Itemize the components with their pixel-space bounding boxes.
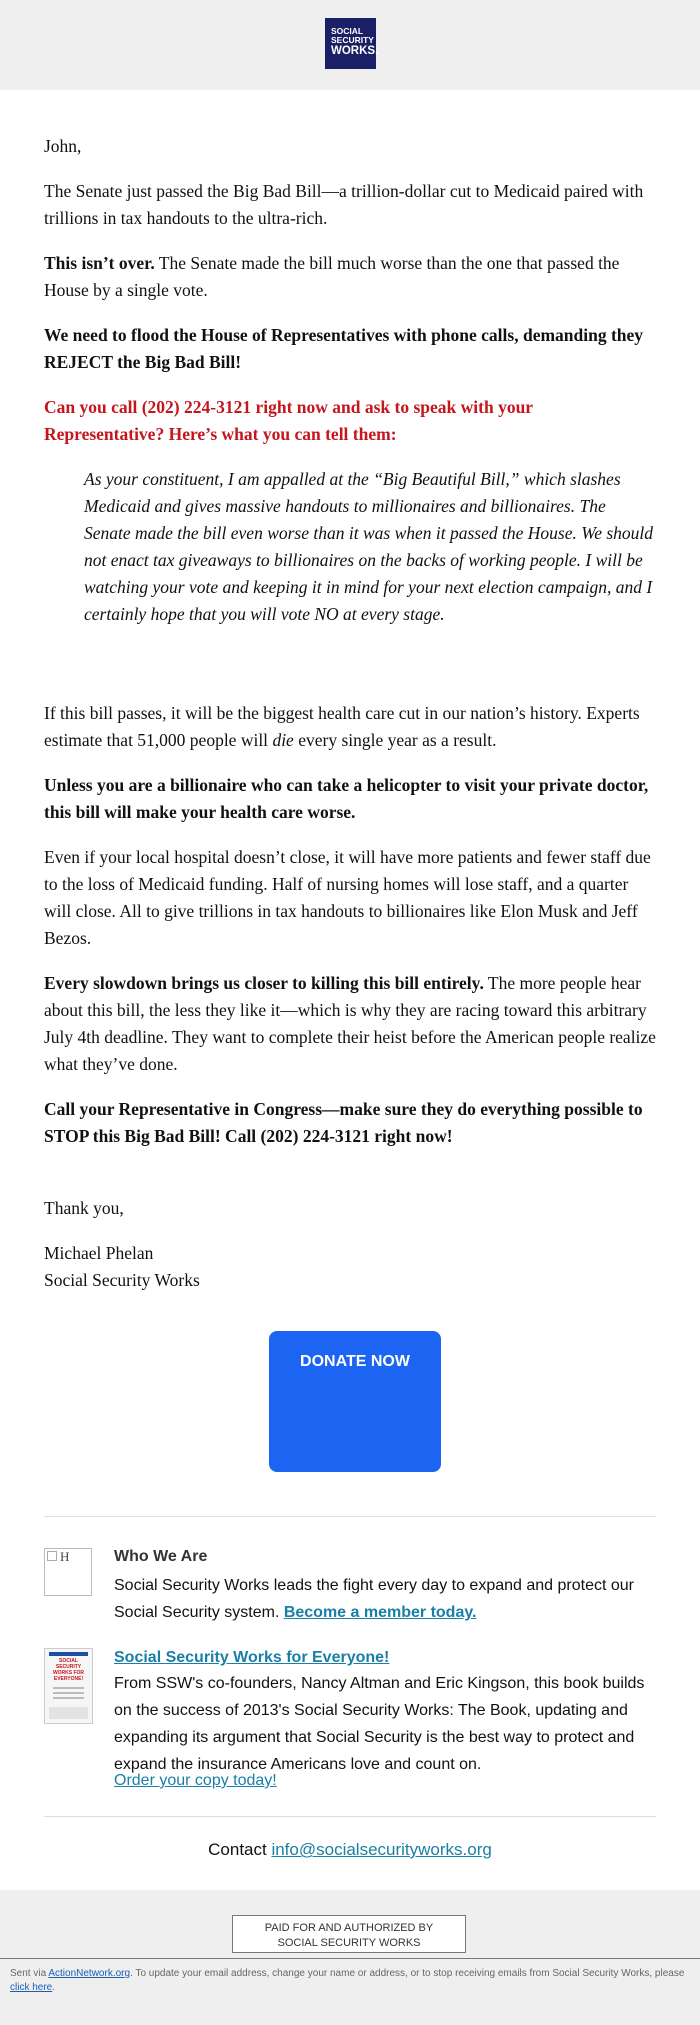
who-we-are-description: Social Security Works leads the fight every day to expand and protect our Social Security system.	[114, 1577, 634, 1621]
divider-bottom	[44, 1816, 656, 1817]
paragraph-billionaire: Unless you are a billionaire who can take a helicopter to visit your private doctor, this bill will make your health care worse.	[44, 775, 649, 822]
signature-name: Michael Phelan	[44, 1243, 154, 1263]
who-we-are-text	[114, 1572, 659, 1626]
paid-line-2: SOCIAL SECURITY WORKS	[277, 1937, 421, 1949]
donate-now-button[interactable]: DONATE NOW	[269, 1331, 441, 1472]
paragraph-call-representative: Call your Representative in Congress—make sure they do everything possible to STOP this Big Bad Bill! Call (202) 224-3121 right now!	[44, 1099, 643, 1146]
sent-via-label: Sent via	[10, 1968, 49, 1979]
paragraph-slowdown	[44, 970, 656, 1078]
cover-line-4: EVERYONE!	[53, 1676, 84, 1682]
cover-line-2: SECURITY	[55, 1664, 82, 1670]
thank-you: Thank you,	[44, 1198, 124, 1218]
cover-line-1: SOCIAL	[59, 1658, 78, 1664]
ssw-avatar-broken-image	[44, 1548, 92, 1596]
logo-line-3: WORKS.	[331, 45, 379, 57]
contact-email-link[interactable]: info@socialsecurityworks.org	[271, 1840, 492, 1859]
email-header	[0, 0, 700, 90]
broken-image-icon	[47, 1551, 57, 1561]
book-cover-image[interactable]	[44, 1648, 93, 1724]
divider-top	[44, 1516, 656, 1517]
ssw-logo[interactable]	[325, 18, 379, 69]
actionnetwork-link[interactable]: ActionNetwork.org	[48, 1968, 131, 1979]
avatar-alt-text: H	[60, 1549, 70, 1564]
cover-title	[49, 1658, 88, 1682]
health-cut-emphasis: die	[272, 730, 294, 750]
paid-for-box	[232, 1915, 466, 1953]
paid-line-1: PAID FOR AND AUTHORIZED BY	[264, 1922, 434, 1934]
paragraph-call-request: Can you call (202) 224-3121 right now and ask to speak with your Representative? Here’s what you can tell them:	[44, 397, 533, 444]
footer-legal-text	[10, 1967, 695, 1995]
contact-line	[0, 1838, 700, 1862]
paragraph-hospitals: Even if your local hospital doesn’t close, it will have more patients and fewer staff due to the loss of Medicaid funding. Half of nursing homes will lose staff, and a quarter will close. All to give trillions in tax handouts to billionaires like Elon Musk and Jeff Bezos.	[44, 847, 651, 948]
footer-end: .	[52, 1982, 56, 1993]
contact-label: Contact	[208, 1840, 272, 1859]
signature-org: Social Security Works	[44, 1270, 200, 1290]
cover-text-line	[53, 1697, 84, 1699]
health-cut-text-a: If this bill passes, it will be the biggest health care cut in our nation’s history. Experts estimate that 51,000 people will	[44, 703, 640, 750]
cover-line-3: WORKS FOR	[52, 1670, 85, 1676]
not-over-text: The Senate made the bill much worse than the one that passed the House by a single vote.	[44, 253, 620, 300]
slowdown-bold: Every slowdown brings us closer to killing this bill entirely.	[44, 973, 484, 993]
become-member-link[interactable]: Become a member today.	[283, 1604, 477, 1621]
who-we-are-title: Who We Are	[114, 1548, 208, 1565]
paragraph-senate-passed: The Senate just passed the Big Bad Bill—a trillion-dollar cut to Medicaid paired with trillions in tax handouts to the ultra-rich.	[44, 181, 644, 228]
paragraph-health-cut	[44, 700, 656, 754]
footer-rest-text: . To update your email address, change your name or address, or to stop receiving emails from Social Security Works, please	[130, 1968, 685, 1979]
logo-line-1: SOCIAL	[331, 26, 364, 36]
cover-top-band	[49, 1652, 88, 1656]
health-cut-text-b: every single year as a result.	[293, 730, 497, 750]
slowdown-text: The more people hear about this bill, the less they like it—which is why they are racing toward this arbitrary July 4th deadline. They want to complete their heist before the American people realize what they’ve done.	[44, 973, 656, 1074]
greeting: John,	[44, 136, 82, 156]
footer-rule	[0, 1958, 700, 1959]
click-here-link[interactable]: click here	[10, 1982, 53, 1993]
not-over-bold: This isn’t over.	[44, 253, 155, 273]
cover-author-band	[49, 1707, 88, 1719]
book-description: From SSW's co-founders, Nancy Altman and Eric Kingson, this book builds on the success of 2013's Social Security Works: The Book, updating and expanding its argument that Social Security is the best way to protect and expand the insurance Americans love and count on.	[114, 1675, 645, 1773]
paragraph-flood-house: We need to flood the House of Representatives with phone calls, demanding they REJECT the Big Bad Bill!	[44, 325, 644, 372]
book-title-link[interactable]: Social Security Works for Everyone!	[114, 1649, 390, 1666]
paragraph-not-over	[44, 250, 656, 304]
logo-line-2: SECURITY	[331, 35, 374, 45]
cover-text-line	[53, 1687, 84, 1689]
script-quote: As your constituent, I am appalled at the “Big Beautiful Bill,” which slashes Medicaid and gives massive handouts to millionaires and billionaires. The Senate made the bill even worse than it was when it passed the House. We should not enact tax giveaways to billionaires on the backs of working people. I will be watching your vote and keeping it in mind for your next election campaign, and I certainly hope that you will vote NO at every stage.	[84, 469, 654, 624]
order-copy-link[interactable]: Order your copy today!	[114, 1772, 277, 1789]
cover-text-line	[53, 1692, 84, 1694]
